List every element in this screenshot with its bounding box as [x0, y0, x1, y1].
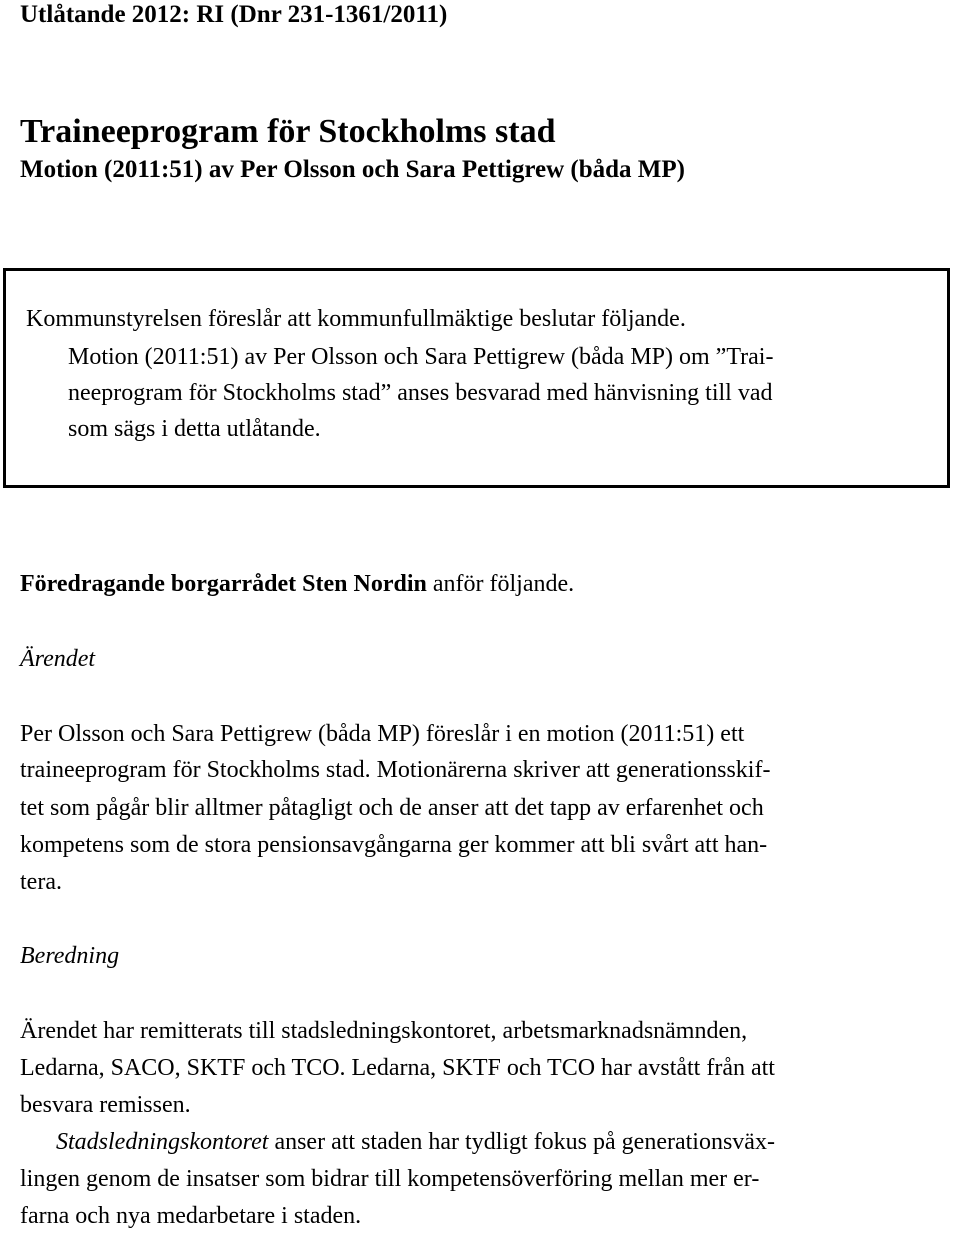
arendet-line: tera. — [20, 869, 62, 895]
section-heading-arendet: Ärendet — [20, 646, 96, 672]
arendet-line: traineeprogram för Stockholms stad. Motionärerna skriver att generationsskif- — [20, 757, 771, 783]
proposal-line: Kommunstyrelsen föreslår att kommunfullmäktige beslutar följande. — [26, 306, 686, 332]
beredning-line: besvara remissen. — [20, 1092, 191, 1118]
beredning-line: Ärendet har remitterats till stadsledningskontoret, arbetsmarknadsnämnden, — [20, 1018, 748, 1044]
beredning-line: Ledarna, SACO, SKTF och TCO. Ledarna, SKTF och TCO har avstått från att — [20, 1055, 775, 1081]
stadsledningskontoret-emphasis: Stadsledningskontoret — [56, 1129, 269, 1155]
header-title: Utlåtande 2012: RI (Dnr 231-1361/2011) — [20, 1, 448, 28]
presenter-suffix: anför följande. — [426, 571, 575, 597]
section-heading-beredning: Beredning — [20, 943, 120, 969]
beredning-paragraph-2-line: farna och nya medarbetare i staden. — [20, 1203, 362, 1229]
proposal-line: Motion (2011:51) av Per Olsson och Sara Pettigrew (båda MP) om ”Trai- — [68, 344, 774, 370]
beredning-paragraph-2-line: lingen genom de insatser som bidrar till kompetensöverföring mellan mer er- — [20, 1166, 760, 1192]
arendet-line: kompetens som de stora pensionsavgångarna ger kommer att bli svårt att han- — [20, 832, 768, 858]
proposal-line: neeprogram för Stockholms stad” anses besvarad med hänvisning till vad — [68, 380, 773, 406]
presenter-name: Föredragande borgarrådet Sten Nordin — [20, 571, 427, 597]
proposal-box — [3, 268, 950, 488]
beredning-para2-text: anser att staden har tydligt fokus på generationsväx- — [268, 1129, 775, 1155]
arendet-line: Per Olsson och Sara Pettigrew (båda MP) föreslår i en motion (2011:51) ett — [20, 721, 745, 747]
beredning-paragraph-2-line — [56, 1124, 775, 1160]
document-subtitle: Motion (2011:51) av Per Olsson och Sara Pettigrew (båda MP) — [20, 156, 685, 183]
document-title: Traineeprogram för Stockholms stad — [20, 113, 556, 150]
arendet-line: tet som pågår blir alltmer påtagligt och de anser att det tapp av erfarenhet och — [20, 795, 764, 821]
presenter-line — [20, 566, 574, 602]
proposal-line: som sägs i detta utlåtande. — [68, 416, 321, 442]
